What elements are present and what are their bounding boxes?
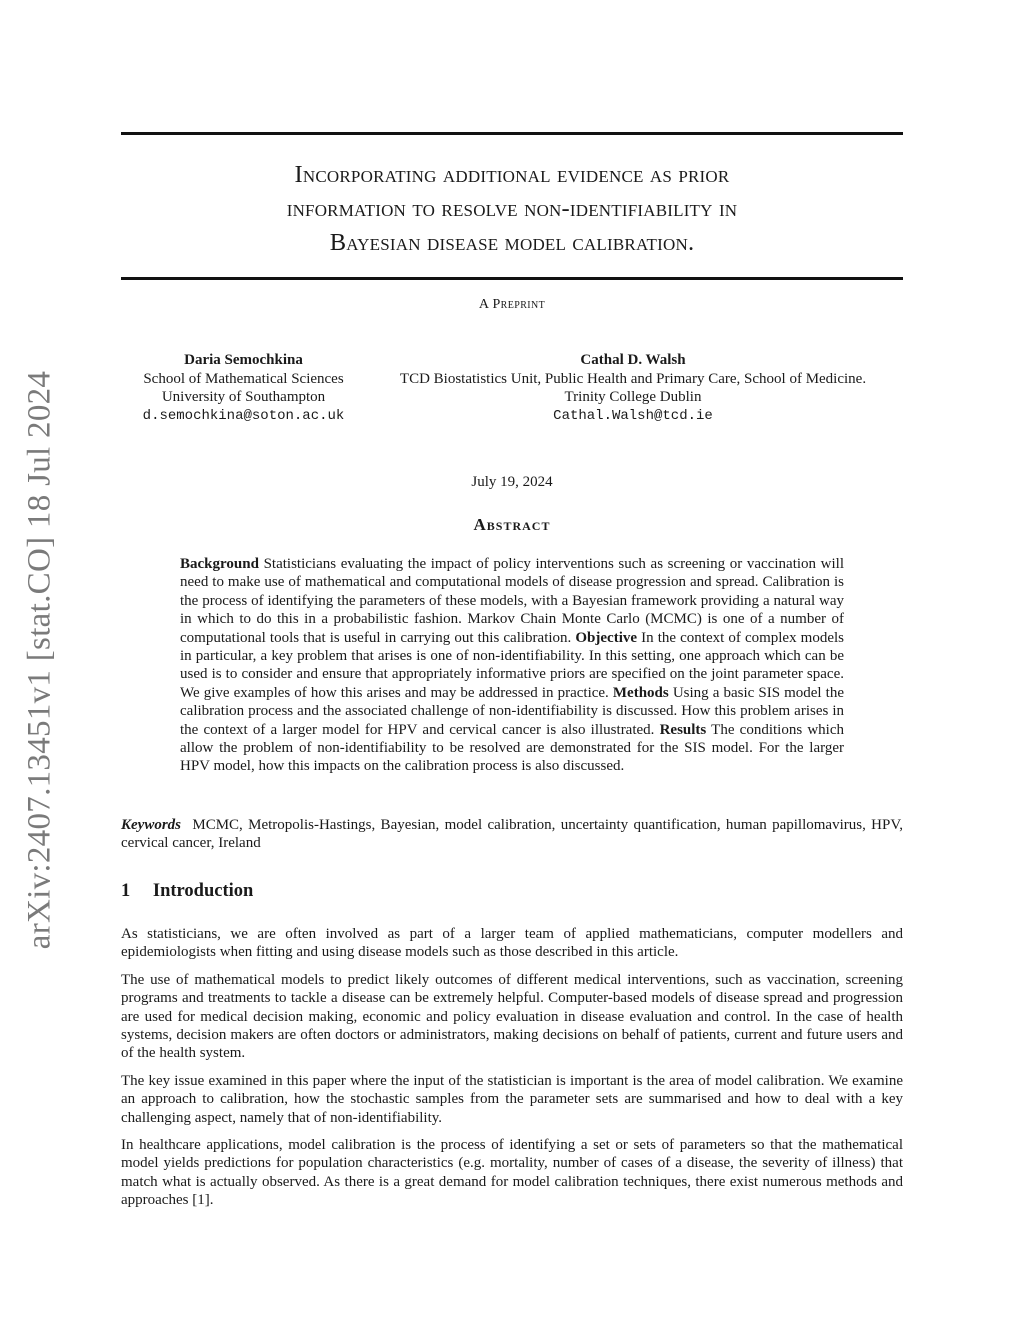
paragraph: The use of mathematical models to predict likely outcomes of different medical interventions, such as vaccination, screening programs and treatments to tackle a disease can be extremely helpful. Computer-based models of disease spread and progression are used for medical decision making, economic and policy evaluation in disease evaluation and control. In the case of health systems, decision makers are often doctors or administrators, making decisions on behalf of patients, current and future users and of the health system.	[121, 971, 903, 1062]
author-name: Daria Semochkina	[184, 352, 303, 368]
paragraph: In healthcare applications, model calibration is the process of identifying a set or sets of parameters so that the mathematical model yields predictions for population characteristics (e.g. mortality, number of cases of a disease, the severity of illness) that match what is actually observed. As there is a great demand for model calibration techniques, there exist numerous methods and approaches [1].	[121, 1137, 903, 1209]
paragraph: The key issue examined in this paper where the input of the statistician is important is the area of model calibration. We examine an approach to calibration, how the stochastic samples from the parameter sets are summarised and how to deal with a key challenging aspect, namely that of non-identifiability.	[121, 1072, 903, 1126]
section-title: Introduction	[152, 881, 254, 901]
author-email[interactable]: Cathal.Walsh@tcd.ie	[553, 407, 713, 424]
abstract-body	[180, 555, 844, 776]
abstract-objective-label: Objective	[575, 629, 638, 646]
abstract-methods-text: Using a basic SIS model the calibration process and the associated challenge of non-identifiability is discussed. How this problem arises in the context of a larger model for HPV and cervical cancer is also illustrated.	[180, 684, 844, 738]
abstract-background-label: Background	[180, 556, 259, 572]
introduction-body	[121, 925, 903, 1219]
author-institution: Trinity College Dublin	[564, 389, 702, 405]
paragraph: As statisticians, we are often involved as part of a larger team of applied mathematicians, computer modellers and epidemiologists when fitting and using disease models such as those described in this article.	[121, 926, 903, 961]
title-line: Incorporating additional evidence as prior	[294, 161, 730, 188]
title-bottom-rule	[121, 277, 903, 280]
abstract-results-text: The conditions which allow the problem of non-identifiability to be resolved are demonstrated for the SIS model. For the larger HPV model, how this impacts on the calibration process is also discussed.	[180, 721, 844, 775]
keywords-text: MCMC, Metropolis-Hastings, Bayesian, model calibration, uncertainty quantification, human papillomavirus, HPV, cervical cancer, Ireland	[121, 817, 904, 852]
paper-title	[121, 158, 903, 260]
author-affiliation: School of Mathematical Sciences	[143, 370, 344, 387]
abstract-methods-label: Methods	[612, 684, 669, 701]
abstract-background-text: Statisticians evaluating the impact of policy interventions such as screening or vaccination will need to make use of mathematical and computational models of disease progression and spread. Calibration is the process of identifying the parameters of these models, with a Bayesian framework providing a natural way in which to do this in a probabilistic fashion. Markov Chain Monte Carlo (MCMC) is one of a number of computational tools that is useful in carrying out this calibration.	[180, 556, 844, 646]
author-affiliation: TCD Biostatistics Unit, Public Health and Primary Care, School of Medicine.	[399, 370, 867, 387]
abstract-heading: Abstract	[473, 515, 551, 534]
section-heading-introduction	[121, 881, 253, 902]
abstract-results-label: Results	[659, 721, 707, 738]
title-line: information to resolve non-identifiability in	[286, 195, 738, 222]
abstract-objective-text: In the context of complex models in particular, a key problem that arises is one of non-identifiability. In this setting, one approach which can be used is to consider and ensure that appropriately informative priors are specified on the joint parameter space. We give examples of how this arises and may be addressed in practice.	[180, 629, 845, 701]
author-email[interactable]: d.semochkina@soton.ac.uk	[142, 407, 345, 424]
publication-date: July 19, 2024	[471, 474, 553, 490]
keywords-label: Keywords	[121, 817, 181, 833]
preprint-label: A Preprint	[478, 297, 546, 312]
author-block-walsh	[372, 351, 894, 425]
author-block-semochkina	[121, 351, 366, 425]
title-line: Bayesian disease model calibration.	[329, 229, 695, 256]
author-name: Cathal D. Walsh	[580, 352, 686, 368]
section-number: 1	[121, 881, 131, 901]
title-top-rule	[121, 132, 903, 135]
keywords-block	[121, 816, 903, 853]
arxiv-identifier-stamp: arXiv:2407.13451v1 [stat.CO] 18 Jul 2024	[21, 370, 58, 950]
author-institution: University of Southampton	[161, 389, 326, 405]
